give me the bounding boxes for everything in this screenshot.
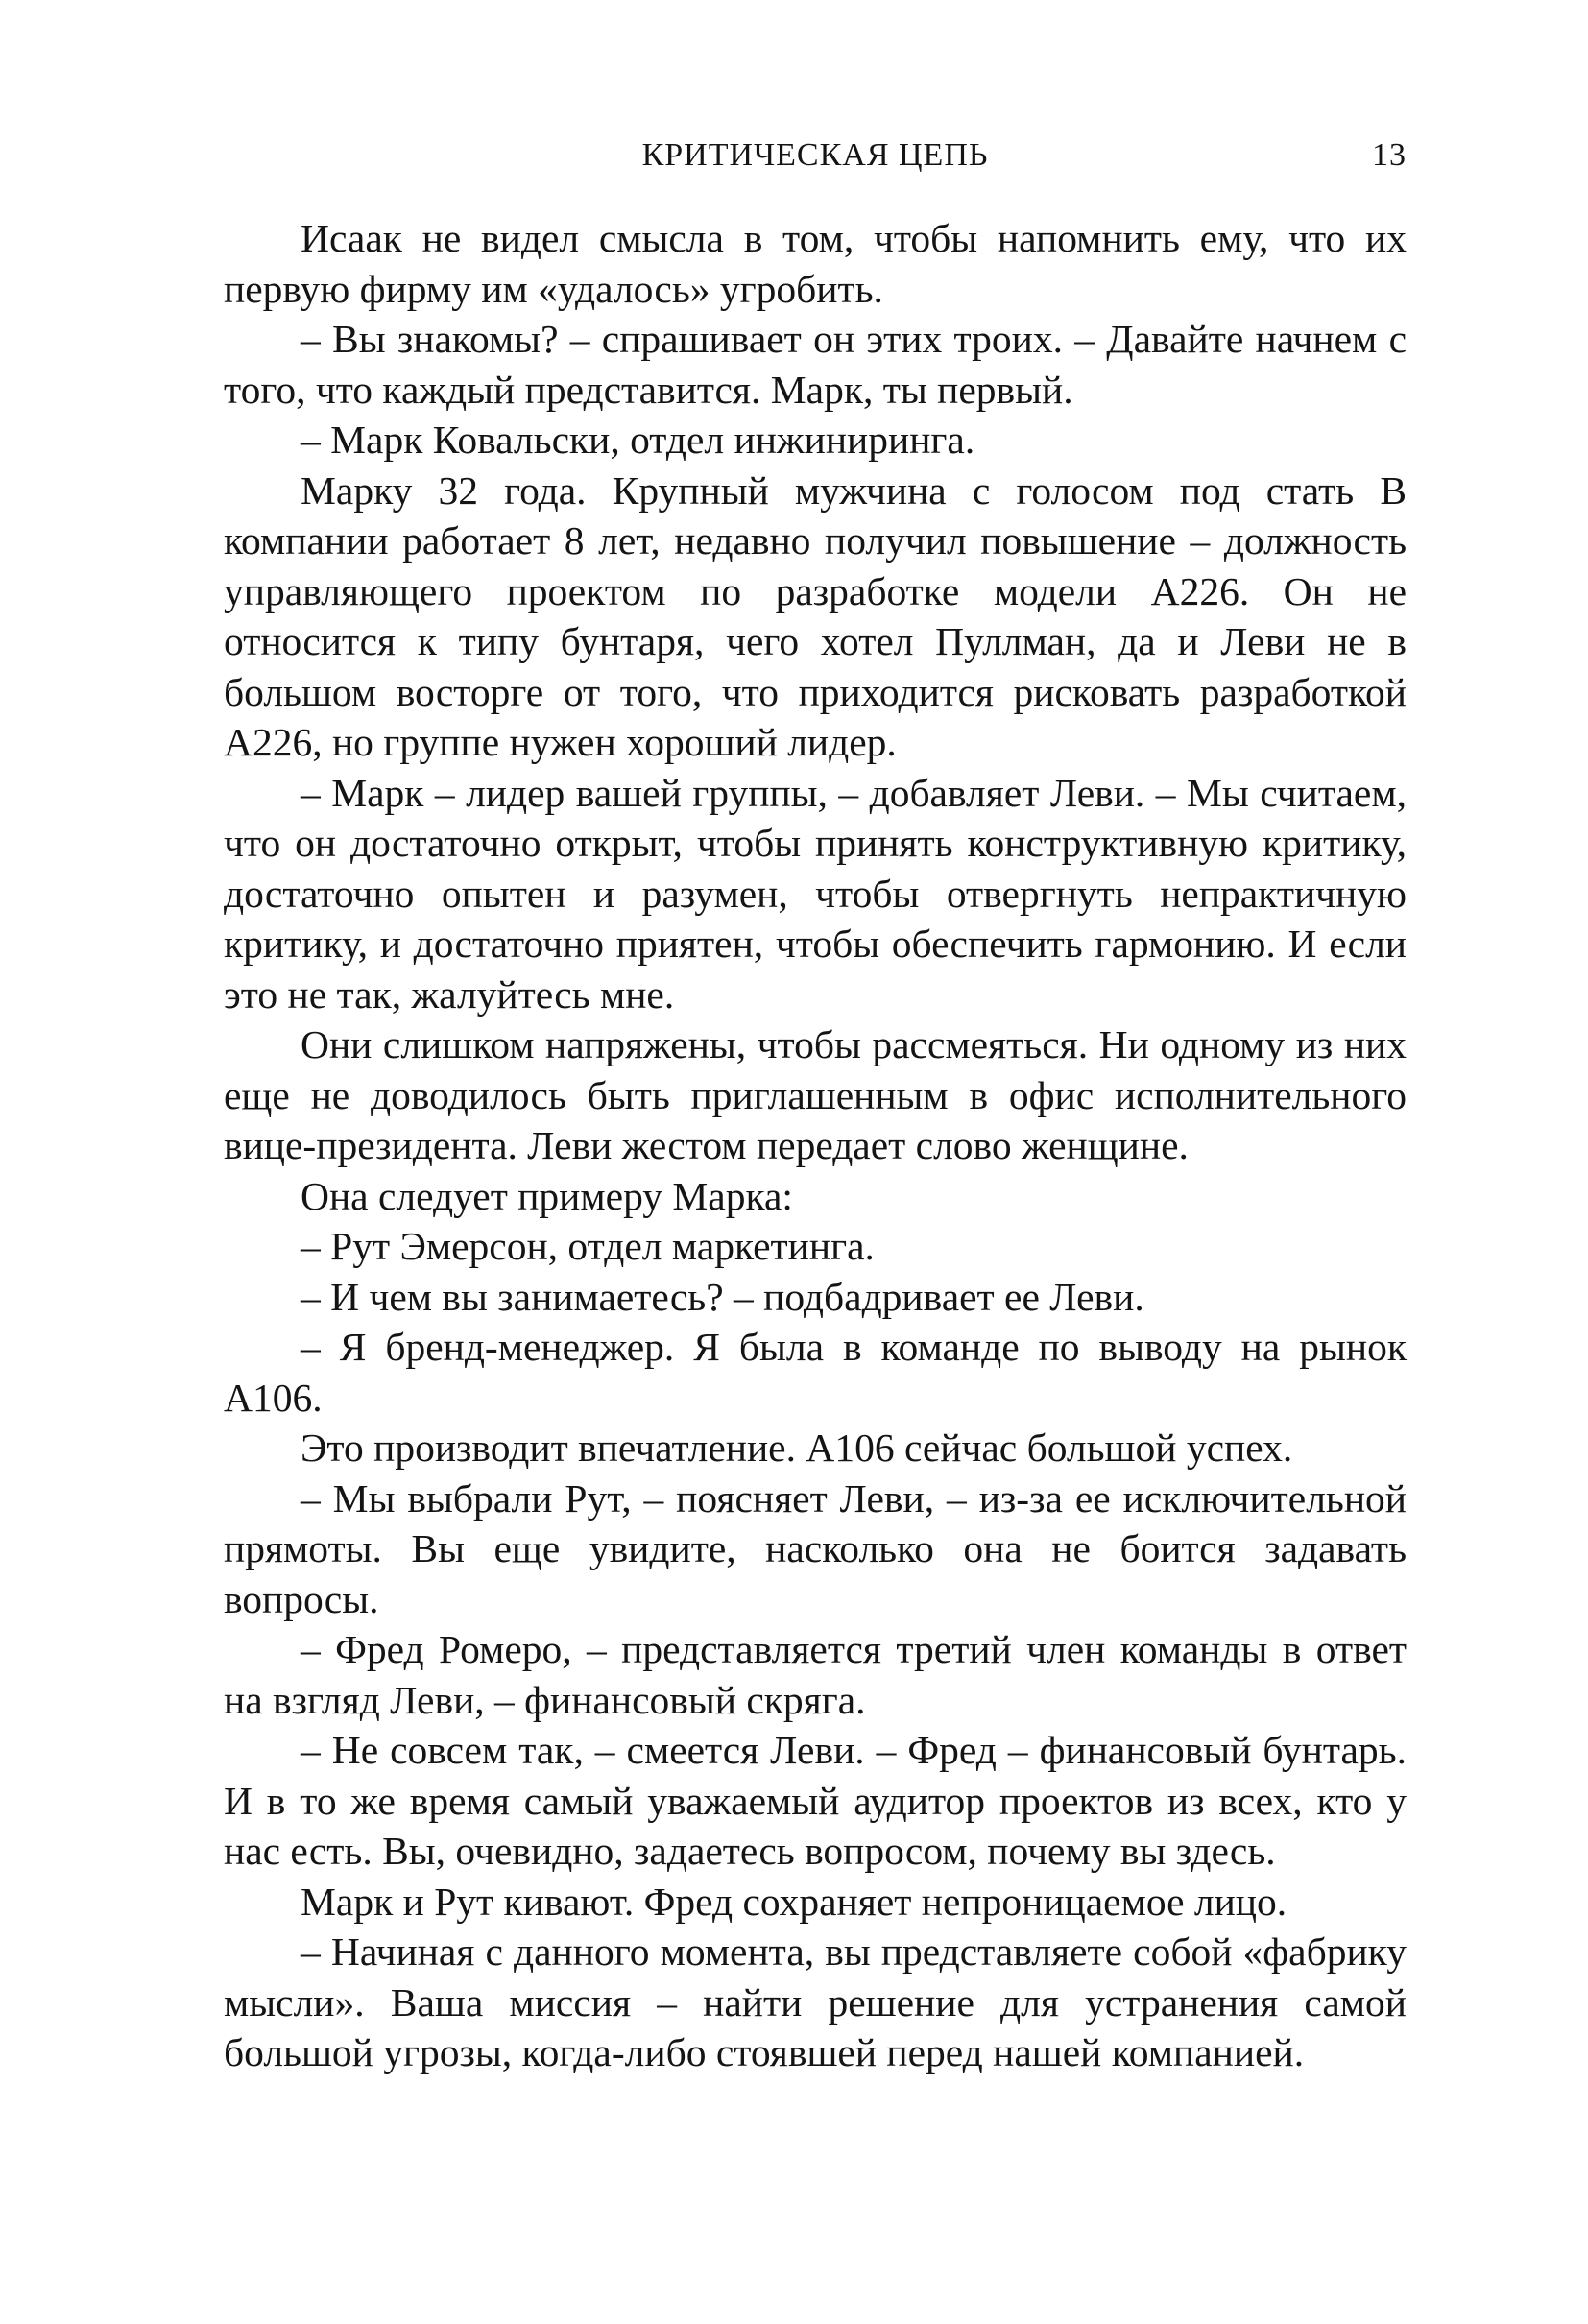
paragraph: – Марк Ковальски, отдел инжиниринга. — [301, 418, 975, 462]
paragraph: – Я бренд-менеджер. Я была в команде по выводу на рынок А106. — [224, 1325, 1407, 1420]
running-title: КРИТИЧЕСКАЯ ЦЕПЬ — [641, 137, 989, 173]
paragraph: Это производит впечатление. А106 сейчас большой успех. — [301, 1426, 1293, 1470]
paragraph: – Начиная с данного момента, вы представляете собой «фабрику мысли». Ваша миссия – найти решение для устранения самой большой угрозы, когда-либо стоявшей перед нашей компанией. — [224, 1929, 1407, 2074]
paragraph: – И чем вы занимаетесь? – подбадривает ее Леви. — [301, 1274, 1144, 1319]
paragraph: Она следует примеру Марка: — [301, 1173, 793, 1218]
paragraph: – Не совсем так, – смеется Леви. – Фред – финансовый бунтарь. И в то же время самый уважаемый аудитор проектов из всех, кто у нас есть. Вы, очевидно, задаетесь вопросом, почему вы здесь. — [224, 1728, 1407, 1873]
page-number: 13 — [1372, 137, 1407, 173]
body-text — [224, 213, 1407, 2078]
paragraph: – Мы выбрали Рут, – поясняет Леви, – из-за ее исключительной прямоты. Вы еще увидите, насколько она не боится задавать вопросы. — [224, 1475, 1407, 1621]
paragraph: – Марк – лидер вашей группы, – добавляет Леви. – Мы считаем, что он достаточно открыт, чтобы принять конструктивную критику, достаточно опытен и разумен, чтобы отвергнуть непрактичную критику, и достаточно приятен, чтобы обеспечить гармонию. И если это не так, жалуйтесь мне. — [224, 770, 1407, 1017]
running-header — [224, 127, 1407, 184]
paragraph: Исаак не видел смысла в том, чтобы напомнить ему, что их первую фирму им «удалось» угробить. — [224, 216, 1407, 311]
paragraph: Марку 32 года. Крупный мужчина с голосом под стать В компании работает 8 лет, недавно получил повышение – должность управляющего проектом по разработке модели А226. Он не относится к типу бунтаря, чего хотел Пуллман, да и Леви не в большом восторге от того, что приходится рисковать разработкой А226, но группе нужен хороший лидер. — [224, 467, 1407, 764]
paragraph: – Рут Эмерсон, отдел маркетинга. — [301, 1224, 875, 1268]
paragraph: Они слишком напряжены, чтобы рассмеяться. Ни одному из них еще не доводилось быть приглашенным в офис исполнительного вице-президента. Леви жестом передает слово женщине. — [224, 1022, 1407, 1167]
paragraph: – Вы знакомы? – спрашивает он этих троих. – Давайте начнем с того, что каждый представится. Марк, ты первый. — [224, 317, 1407, 412]
paragraph: – Фред Ромеро, – представляется третий член команды в ответ на взгляд Леви, – финансовый скряга. — [224, 1627, 1407, 1722]
paragraph: Марк и Рут кивают. Фред сохраняет непроницаемое лицо. — [301, 1879, 1287, 1924]
